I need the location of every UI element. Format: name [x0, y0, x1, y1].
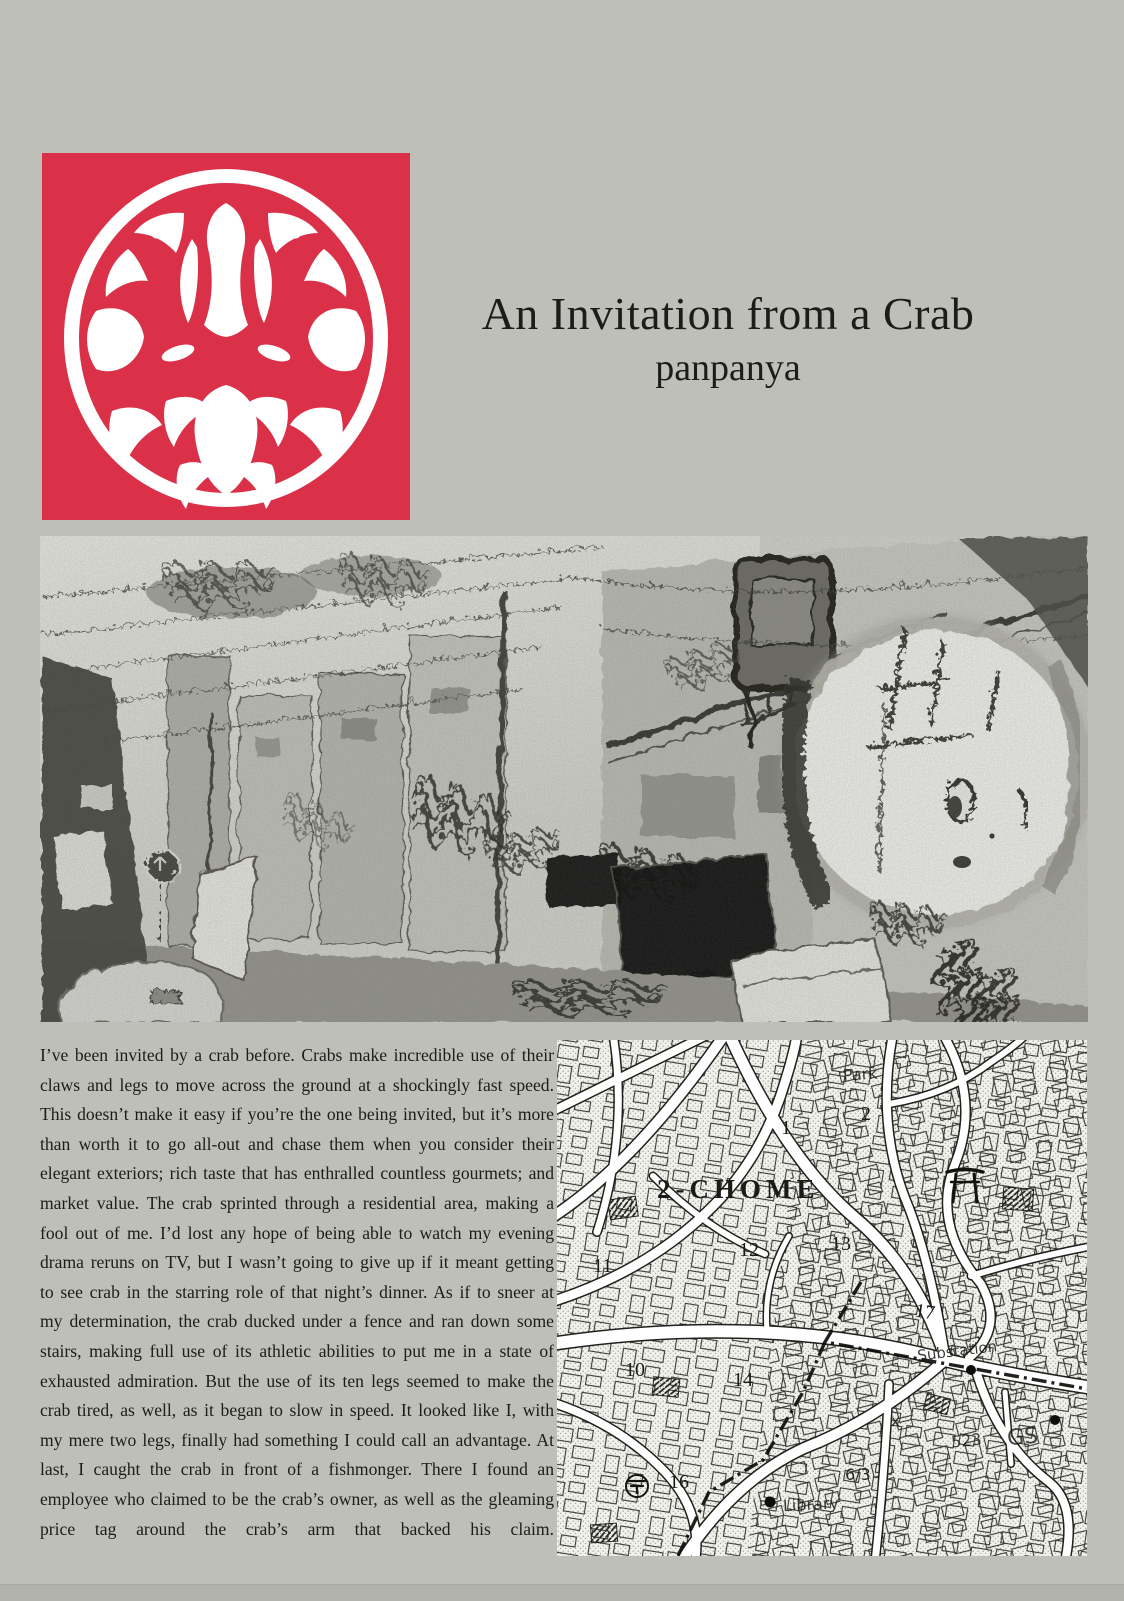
park-block-label: 2 — [861, 1103, 871, 1125]
district-label: 2-CHOME — [657, 1174, 820, 1204]
block-10-label: 10 — [625, 1359, 645, 1381]
author-name: panpanya — [655, 346, 801, 389]
substation-poi-dot-icon — [966, 1365, 976, 1375]
lot-6-3-label: 6/3 — [845, 1465, 871, 1484]
library-poi-dot-icon — [765, 1497, 776, 1508]
lot-523-label: 523 — [950, 1429, 983, 1452]
story-section — [40, 1041, 554, 1544]
block-16-label: 16 — [669, 1471, 689, 1493]
story-paragraph: I’ve been invited by a crab before. Crabs make incredible use of their claws and legs to move across the ground at a shockingly fast speed. This doesn’t make it easy if you’re the one being invited, but it’s more than worth it to go all-out and chase them when you consider their elegant exteriors; rich taste that has enthralled countless gourmets; and market value. The crab sprinted through a residential area, making a fool out of me. I’d lost any hope of being able to watch my evening drama reruns on TV, but I wasn’t going to give up if it meant getting to see crab in the starring role of that night’s dinner. As if to sneer at my determination, the crab ducked under a fence and ran down some stairs, making full use of its athletic abilities to put me in a state of exhausted admiration. But the use of its ten legs seemed to make the crab tired, as well, as it began to slow in speed. It looked like I, with my mere two legs, finally had something I could call an advantage. At last, I caught the crab in front of a fishmonger. There I found an employee who claimed to be the crab’s owner, as well as the gleaming price tag around the crab’s arm that backed his claim. — [40, 1045, 554, 1539]
gas-station-label: GS — [1006, 1423, 1040, 1452]
gas-station-poi-dot-icon — [1050, 1415, 1060, 1425]
park-label: Park — [842, 1063, 879, 1085]
block-14-label: 14 — [733, 1369, 753, 1391]
city-map-svg — [557, 1040, 1087, 1556]
page-title: An Invitation from a Crab — [481, 288, 975, 339]
x-mark-label: x — [891, 1412, 900, 1430]
crab-crest-icon — [42, 153, 410, 520]
title-block — [418, 288, 1038, 390]
crab-crest-logo — [42, 153, 410, 520]
block-13-label: 13 — [831, 1233, 851, 1255]
paper-grain — [40, 536, 1088, 1022]
block-1-label: 1 — [781, 1117, 791, 1139]
block-17-label: 17 — [913, 1299, 937, 1325]
map-buildings-texture — [557, 1040, 1087, 1556]
library-label: Library — [782, 1493, 840, 1516]
block-11-label: 11 — [593, 1255, 613, 1277]
alley-sketch-svg — [40, 536, 1088, 1022]
city-map — [557, 1040, 1087, 1556]
alley-sketch-illustration — [40, 536, 1088, 1022]
block-12-label: 12 — [739, 1239, 759, 1261]
page-bottom-edge — [0, 1584, 1124, 1601]
substation-label: Substation — [916, 1337, 999, 1365]
